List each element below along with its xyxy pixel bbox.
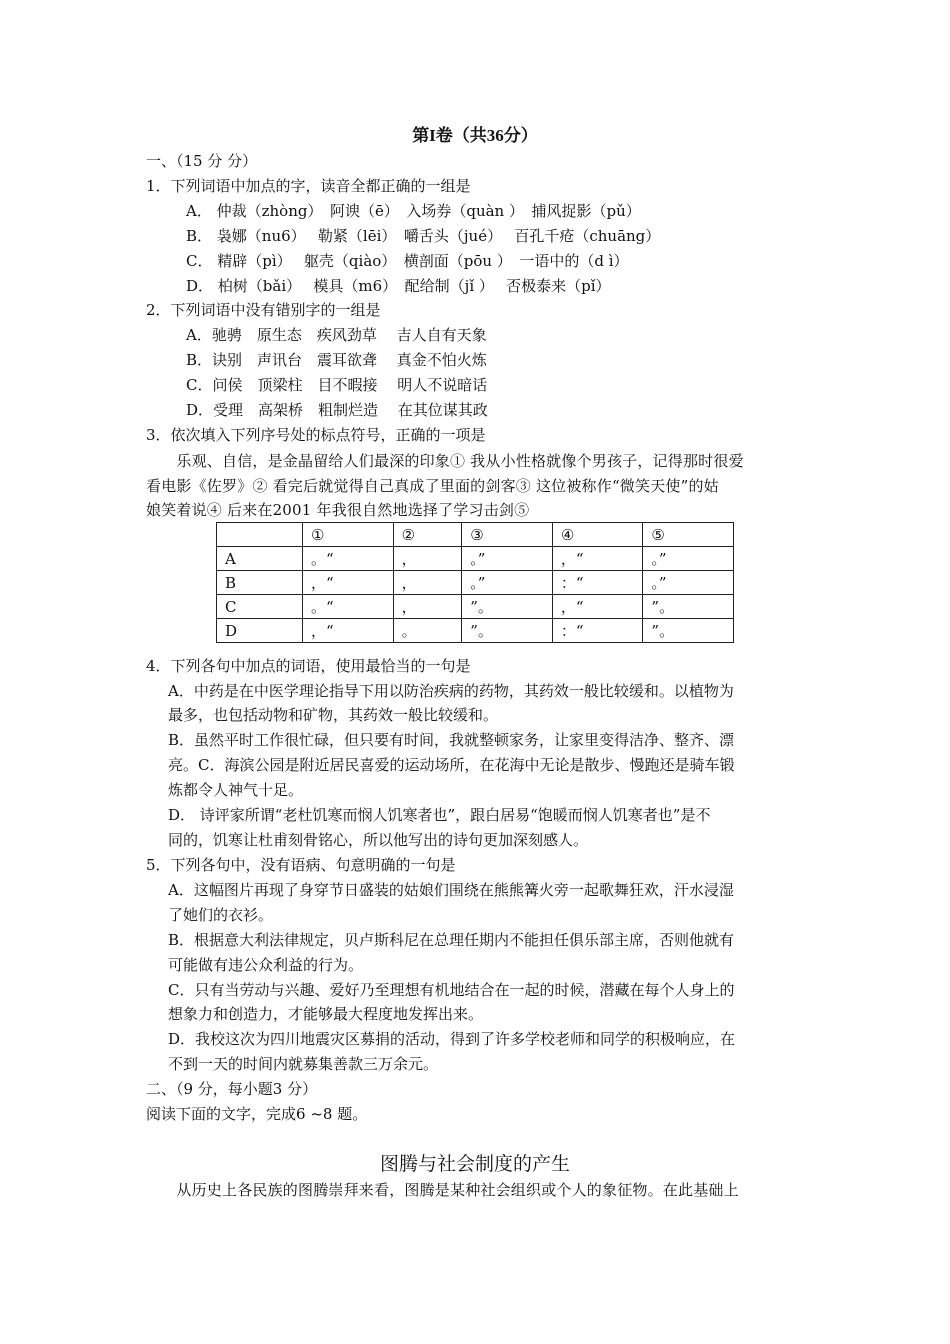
question-4-stem: 4．下列各句中加点的词语，使用最恰当的一句是: [146, 657, 471, 675]
table-cell: ，“: [552, 547, 643, 571]
table-header-cell: [217, 523, 303, 547]
article-title: 图腾与社会制度的产生: [379, 1153, 570, 1175]
table-cell: ”。: [462, 619, 553, 643]
table-cell: ，“: [303, 571, 394, 595]
question-5-line: D．我校这次为四川地震灾区募捐的活动，得到了许多学校老师和同学的积极响应，在: [168, 1030, 736, 1048]
question-2-option-b: B．诀别 声讯台 震耳欲聋 真金不怕火炼: [186, 351, 487, 369]
table-cell: 。”: [462, 571, 553, 595]
table-header-cell: ⑤: [643, 523, 734, 547]
table-row: [217, 547, 734, 571]
question-5-line: 想象力和创造力，才能够最大程度地发挥出来。: [168, 1005, 484, 1023]
table-cell: D: [217, 619, 303, 643]
question-4-line: B．虽然平时工作很忙碌，但只要有时间，我就整顿家务，让家里变得洁净、整齐、漂: [168, 731, 735, 749]
table-cell: B: [217, 571, 303, 595]
question-5-line: B．根据意大利法律规定，贝卢斯科尼在总理任期内不能担任俱乐部主席，否则他就有: [168, 931, 735, 949]
table-cell: ，: [393, 547, 462, 571]
table-cell: 。“: [303, 595, 394, 619]
table-cell: ：“: [552, 571, 643, 595]
table-cell: ，“: [303, 619, 394, 643]
section-1-heading: 一、（15 分 分）: [146, 152, 258, 170]
table-cell: ：“: [552, 619, 643, 643]
question-3-passage-line: 娘笑着说④ 后来在2001 年我很自然地选择了学习击剑⑤: [146, 501, 530, 519]
question-5-stem: 5．下列各句中，没有语病、句意明确的一句是: [146, 856, 456, 874]
article-first-line: 从历史上各民族的图腾崇拜来看，图腾是某种社会组织或个人的象征物。在此基础上: [146, 1181, 739, 1199]
table-cell: 。“: [303, 547, 394, 571]
reading-instruction: 阅读下面的文字，完成6 ~8 题。: [146, 1105, 368, 1123]
table-cell: ”。: [643, 595, 734, 619]
table-cell: 。”: [462, 547, 553, 571]
question-1-stem: 1．下列词语中加点的字，读音全都正确的一组是: [146, 177, 471, 195]
question-5-line: 可能做有违公众利益的行为。: [168, 956, 364, 974]
table-row: [217, 571, 734, 595]
table-cell: A: [217, 547, 303, 571]
table-cell: ，: [393, 595, 462, 619]
question-1-option-c: C． 精辟（pì） 躯壳（qiào） 横剖面（pōu ） 一语中的（d ì）: [186, 252, 629, 270]
table-header-cell: ④: [552, 523, 643, 547]
table-cell: ，“: [552, 595, 643, 619]
table-cell: 。: [393, 619, 462, 643]
question-4-line: A．中药是在中医学理论指导下用以防治疾病的药物，其药效一般比较缓和。以植物为: [168, 682, 734, 700]
question-5-line: A．这幅图片再现了身穿节日盛装的姑娘们围绕在熊熊篝火旁一起歌舞狂欢，汗水浸湿: [168, 881, 734, 899]
table-header-cell: ②: [393, 523, 462, 547]
table-cell: 。”: [643, 571, 734, 595]
table-cell: C: [217, 595, 303, 619]
table-cell: ”。: [643, 619, 734, 643]
question-1-option-a: A． 仲裁（zhòng） 阿谀（ē） 入场券（quàn ） 捕风捉影（pǔ）: [186, 202, 641, 220]
punctuation-table: [216, 522, 734, 643]
table-header-cell: ①: [303, 523, 394, 547]
question-5-line: 不到一天的时间内就募集善款三万余元。: [168, 1055, 439, 1073]
question-5-line: 了她们的衣衫。: [168, 906, 274, 924]
question-3-passage-line: 看电影《佐罗》② 看完后就觉得自己真成了里面的剑客③ 这位被称作“微笑天使”的姑: [146, 477, 719, 495]
question-4-line: 同的，饥寒让杜甫刻骨铭心，所以他写出的诗句更加深刻感人。: [168, 831, 589, 849]
question-3-stem: 3．依次填入下列序号处的标点符号，正确的一项是: [146, 426, 486, 444]
table-header-cell: ③: [462, 523, 553, 547]
question-4-line: D． 诗评家所谓“老杜饥寒而悯人饥寒者也”，跟白居易“饱暖而悯人饥寒者也”是不: [168, 806, 711, 824]
table-cell: ，: [393, 571, 462, 595]
question-1-option-d: D． 柏树（bǎi） 模具（m6） 配给制（jǐ ） 否极泰来（pǐ）: [186, 277, 611, 295]
table-row: [217, 619, 734, 643]
table-header-row: [217, 523, 734, 547]
question-2-option-a: A．驰骋 原生态 疾风劲草 吉人自有天象: [186, 326, 487, 344]
question-2-option-c: C．问侯 顶梁柱 目不暇接 明人不说暗话: [186, 376, 488, 394]
question-4-line: 最多，也包括动物和矿物，其药效一般比较缓和。: [168, 706, 499, 724]
table-cell: 。”: [643, 547, 734, 571]
page-title: 第I卷（共36分）: [412, 126, 538, 145]
question-2-stem: 2．下列词语中没有错别字的一组是: [146, 301, 381, 319]
question-5-line: C．只有当劳动与兴趣、爱好乃至理想有机地结合在一起的时候，潜藏在每个人身上的: [168, 981, 735, 999]
question-2-option-d: D．受理 高架桥 粗制烂造 在其位谋其政: [186, 401, 488, 419]
question-3-passage-line: 乐观、自信，是金晶留给人们最深的印象① 我从小性格就像个男孩子，记得那时很爱: [146, 452, 744, 470]
question-4-line: 炼都令人神气十足。: [168, 781, 304, 799]
section-2-heading: 二、（9 分，每小题3 分）: [146, 1080, 318, 1098]
table-row: [217, 595, 734, 619]
question-4-line: 亮。C．海滨公园是附近居民喜爱的运动场所，在花海中无论是散步、慢跑还是骑车锻: [168, 756, 735, 774]
question-1-option-b: B． 袅娜（nu6） 勒紧（lēi） 嚼舌头（jué） 百孔千疮（chuāng）: [186, 227, 661, 245]
table-cell: ”。: [462, 595, 553, 619]
